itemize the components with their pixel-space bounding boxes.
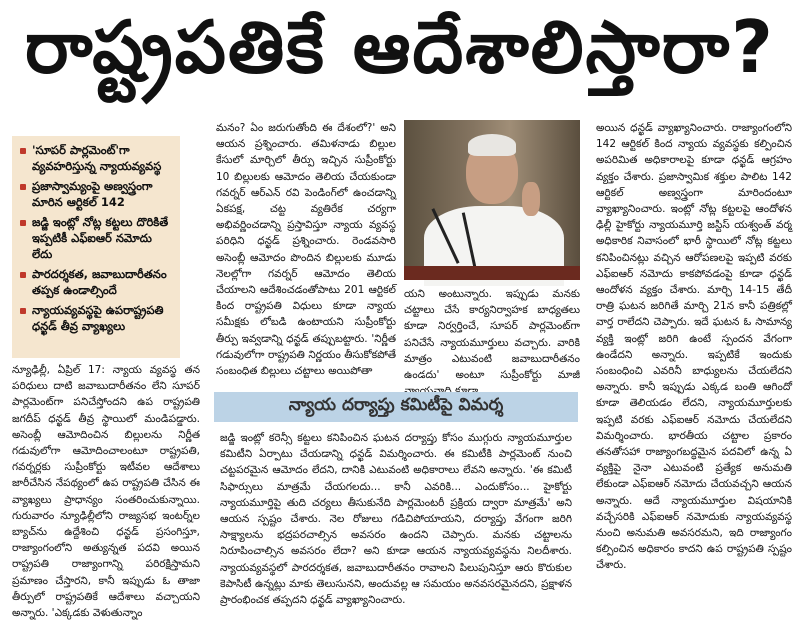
subheading: న్యాయ దర్యాప్తు కమిటీపై విమర్శ: [214, 392, 578, 422]
bullet-icon: [20, 148, 26, 154]
article-column-5: జడ్జి ఇంట్లో కరెన్సీ కట్టలు కనిపించిన ఘటన దర్యాప్తు కోసం ముగ్గురు న్యాయమూర్తుల కమిటీని ఏర్పాటు చేయడాన్ని ధన్ఖడ్ విమర్శించారు. ఈ కమిటీకి పార్లమెంట్ నుంచి చట్టపరమైన ఆమోదం లేదని, దానికి ఎటువంటి అధికారాలు లేవని అన్నారు. 'ఈ కమిటీ సిఫార్సులు మాత్రమే చేయగలదు... కానీ ఎవరికి... ఎందుకోసం... హైకోర్టు న్యాయమూర్తిపై తుది చర్యలు తీసుకునేది పార్లమెంటరీ ప్రక్రియ ద్వారా మాత్రమే' అని ఆయన స్పష్టం చేశారు. నెల రోజులు గడిచిపోయాయని, దర్యాప్తు వేగంగా జరిగి సాక్ష్యాలను భద్రపరచాల్సిన అవసరం ఉందని చెప్పారు. మనకు చట్టాలను నిరూపించాల్సిన అవసరం లేదా? అని కూడా ఆయన న్యాయవ్యవస్థను నిలదీశారు. న్యాయవ్యవస్థలో పారదర్శకత, జవాబుదారీతనం రావాలని పిలుపునిస్తూ ఆరు కొరుకుల కెపాసిటీ ఉన్నట్లు మాకు తెలుసునని, అందువల్ల ఆ సమయం అనవసరమైనదని, ప్రక్షాళన ప్రారంభించక తప్పదని ధన్ఖడ్ వ్యాఖ్యానించారు.: [220, 432, 572, 607]
article-column-4: అయిన ధన్ఖడ్ వ్యాఖ్యానించారు. రాజ్యాంగంలోని 142 ఆర్టికల్ కింద న్యాయ వ్యవస్థకు కల్పించిన అపరిమిత అధికారాలపై కూడా ధన్ఖడ్ ఆగ్రహం వ్యక్తం చేశారు. ప్రజాస్వామిక శక్తుల పాలిట 142 ఆర్టికల్ అణ్వస్త్రంగా మారిందంటూ వ్యాఖ్యానించారు. ఇంట్లో నోట్ల కట్టలపై ఆందోళన ఢిల్లీ హైకోర్టు న్యాయమూర్తి జస్టిస్ యశ్వంత్ వర్మ అధికారిక నివాసంలో భారీ స్థాయిలో నోట్ల కట్టలు కనిపించినట్లు వచ్చిన ఆరోపణలపై ఇప్పటి వరకు ఎఫ్ఐఆర్ నమోదు కాకపోవడంపై కూడా ధన్ఖడ్ ఆందోళన వ్యక్తం చేశారు. మార్చి 14-15 తేదీ రాత్రి ఘటన జరిగితే మార్చి 21న కానీ పత్రికల్లో వార్త రాలేదని చెప్పారు. ఇదే ఘటన ఓ సామాన్య వ్యక్తి ఇంట్లో జరిగి ఉంటే స్పందన వేగంగా ఉండేదని అన్నారు. ఇప్పటికే ఇందుకు సంబంధించి ఎవరినీ బాధ్యులను చేయలేదని అన్నారు. కానీ ఇప్పుడు ఎక్కడ బంతి ఆగిందో కూడా తెలియడం లేదని, న్యాయమూర్తులకు ఇప్పటి వరకు ఎఫ్ఐఆర్ నమోదు చేయలేదని విమర్శించారు. భారతీయ చట్టాల ప్రకారం తనతోసహా రాజ్యాంగబద్ధమైన పదవిలో ఉన్న ఏ వ్యక్తిపై నైనా ఎటువంటి ప్రత్యేక అనుమతి లేకుండా ఎఫ్ఐఆర్ నమోదు చేయవచ్చని ఆయన అన్నారు. ఆదే న్యాయమూర్తుల విషయానికి వచ్చేసరికి ఎఫ్ఐఆర్ నమోదుకు న్యాయవ్యవస్థ నుంచి అనుమతి అవసరమని, ఇది రాజ్యాంగం కల్పించిన అధికారం కాదని ఉప రాష్ట్రపతి స్పష్టం చేశారు.: [596, 122, 792, 572]
article-column-3: యని అంటున్నారు. ఇప్పుడు మనకు చట్టాలు చేసే కార్యనిర్వాహక బాధ్యతలు కూడా నిర్వర్తించే, సూపర్ పార్లమెంట్‌గా పనిచేసే న్యాయమూర్తులు వచ్చారు. వారికి మాత్రం ఎటువంటి జవాబుదారీతనం ఉండదు' అంటూ సుప్రీంకోర్టు మాజీ: [404, 288, 580, 382]
bullet-icon: [20, 308, 26, 314]
highlight-item: 'సూపర్ పార్లమెంట్'గా వ్యవహరిస్తున్న న్యాయవ్యవస్థ: [20, 142, 174, 174]
headline: రాష్ట్రపతికే ఆదేశాలిస్తారా?: [25, 5, 775, 89]
bullet-icon: [20, 220, 26, 226]
article-column-2: మనం? ఏం జరుగుతోంది ఈ దేశంలో?' అని ఆయన ప్రశ్నించారు. తమిళనాడు బిల్లుల కేసులో మార్చిలో తీర్పు ఇచ్చిన సుప్రీంకోర్టు 10 బిల్లులకు ఆమోదం తెలియ చేయకుండా గవర్నర్ ఆర్ఎన్ రవి పెండింగ్‌లో ఉంచడాన్ని ఏకపక్ష, చట్ట వ్యతిరేక చర్యగా అభివర్ణించడాన్ని ప్రస్తావిస్తూ న్యాయ వ్యవస్థ పరిధిని ధన్ఖడ్ ప్రశ్నించారు. రెండవసారి అసెంబ్లీ ఆమోదం పొందిన బిల్లులకు మూడు నెలల్లోగా గవర్నర్ ఆమోదం తెలియ చేయాలని ఆదేశించడంతోపాటు 201 ఆర్టికల్ కింద రాష్ట్రపతి విధులు కూడా న్యాయ సమీక్షకు లోబడి ఉంటాయని సుప్రీంకోర్టు తీర్పు ఇవ్వడాన్ని ధన్ఖడ్ తప్పుబట్టారు. 'నిర్ణీత గడువులోగా రాష్ట్రపతి నిర్ణయం తీసుకోకపోతే సంబంధిత బిల్లులు చట్టాలు అయిపోతా: [216, 122, 396, 378]
highlight-item: న్యాయవ్యవస్థపై ఉపరాష్ట్రపతి ధన్ఖడ్ తీవ్ర వ్యాఖ్యలు: [20, 302, 174, 334]
bullet-icon: [20, 184, 26, 190]
article-column-1: న్యూఢిల్లీ, ఏప్రిల్ 17: న్యాయ వ్యవస్థ తన పరిధులు దాటి జవాబుదారీతనం లేని సూపర్ పార్లమెంట్‌గా పనిచేస్తోందని ఉప రాష్ట్రపతి జగదీప్ ధన్ఖడ్ తీవ్ర స్థాయిలో మండిపడ్డారు. అసెంబ్లీ ఆమోదించిన బిల్లులను నిర్ణీత గడువులోగా ఆమోదించాలంటూ రాష్ట్రపతి, గవర్నర్లకు సుప్రీంకోర్టు ఇటీవల ఆదేశాలు జారీచేసిన నేపథ్యంలో ఉప రాష్ట్రపతి చేసిన ఈ వ్యాఖ్యలు ప్రాధాన్యం సంతరించుకున్నాయి. గురువారం న్యూఢిల్లీలోని రాజ్యసభ ఇంటర్న్‌ల బ్యాచ్‌ను ఉద్దేశించి ధన్ఖడ్ ప్రసంగిస్తూ, రాజ్యాంగంలోని అత్యున్నత పదవి అయిన రాష్ట్రపతి రాజ్యాంగాన్ని పరిరక్షిస్తామని ప్రమాణం చేస్తారని, కానీ ఇప్పుడు ఓ తాజా తీర్పులో రాష్ట్రపతికే ఆదేశాలు వచ్చాయని అన్నారు. 'ఎక్కడకు వెళుతున్నాం: [12, 364, 200, 620]
highlight-item: ప్రజాస్వామ్యంపై అణ్వస్త్రంగా మారిన ఆర్టికల్ 142: [20, 178, 174, 210]
highlights-box: [12, 136, 180, 358]
highlight-item: జడ్జి ఇంట్లో నోట్ల కట్టలు దొరికితే ఇప్పటికీ ఎఫ్ఐఆర్ నమోదు లేదు: [20, 214, 174, 262]
bullet-icon: [20, 272, 26, 278]
highlight-item: పారదర్శకత, జవాబుదారీతనం తప్పక ఉండాల్సిందే: [20, 266, 174, 298]
speaker-photo: [404, 120, 580, 280]
